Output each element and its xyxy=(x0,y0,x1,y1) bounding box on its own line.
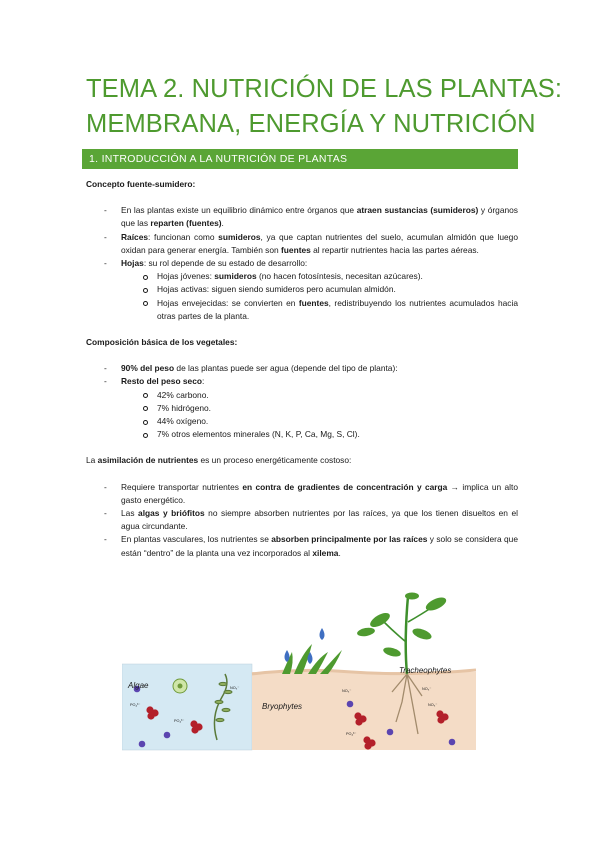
algae-water-panel xyxy=(122,664,252,750)
page-title xyxy=(86,72,586,142)
list-item: - Raíces: funcionan como sumideros, ya que captan nutrientes del suelo, acumulan almidón que luego oxidan para generar energía. También son fuentes al repartir nutrientes hacia las partes aéreas. xyxy=(86,231,518,257)
title-line-1: TEMA 2. NUTRICIÓN DE LAS PLANTAS: xyxy=(86,75,563,103)
section-banner: 1. INTRODUCCIÓN A LA NUTRICIÓN DE PLANTAS xyxy=(82,149,518,169)
list-item: - Las algas y briófitos no siempre absorben nutrientes por las raíces, ya que los tienen disueltos en el agua circundante. xyxy=(86,507,518,533)
ion-label-no3: NO₃⁻ xyxy=(422,687,432,691)
nutrition-illustration xyxy=(122,592,476,752)
sub-list-item: Hojas activas: siguen siendo sumideros pero acumulan almidón. xyxy=(121,283,518,296)
section-heading-source-sink: Concepto fuente-sumidero: xyxy=(86,179,196,189)
list-item: - 90% del peso de las plantas puede ser agua (depende del tipo de planta): xyxy=(86,362,518,375)
ion-label-no3: NO₃⁻ xyxy=(342,689,352,693)
list-item: - Requiere transportar nutrientes en contra de gradientes de concentración y carga → implica un alto gasto energético. xyxy=(86,481,518,507)
composition-list xyxy=(86,362,518,441)
assimilation-list xyxy=(86,481,518,560)
label-algae: Algae xyxy=(128,681,149,690)
source-sink-list xyxy=(86,204,518,323)
section-heading-assimilation: La asimilación de nutrientes es un proceso energéticamente costoso: xyxy=(86,455,352,466)
list-item: - Hojas: su rol depende de su estado de desarrollo: Hojas jóvenes: sumideros (no hacen fotosíntesis, necesitan azúcares). Hojas activas: siguen siendo sumideros pero acumulan almidón. Hojas envejecidas: se convierten en fuentes, redistribuyendo los nutrientes acumulados hacia otras partes de la planta. xyxy=(86,257,518,323)
document-body xyxy=(86,178,518,573)
sub-list-item: Hojas envejecidas: se convierten en fuentes, redistribuyendo los nutrientes acumulados hacia otras partes de la planta. xyxy=(121,297,518,323)
list-item: - En plantas vasculares, los nutrientes se absorben principalmente por las raíces y solo se considera que están “dentro” de la planta una vez incorporados al xilema. xyxy=(86,533,518,559)
list-item: - En las plantas existe un equilibrio dinámico entre órganos que atraen sustancias (sumideros) y órganos que las reparten (fuentes). xyxy=(86,204,518,230)
sub-list-item: 7% hidrógeno. xyxy=(121,402,518,415)
dry-weight-list xyxy=(121,389,518,442)
title-line-2: MEMBRANA, ENERGÍA Y NUTRICIÓN xyxy=(86,110,536,138)
sub-list-item: 44% oxígeno. xyxy=(121,415,518,428)
label-tracheophytes: Tracheophytes xyxy=(399,666,452,675)
ion-label-no3: NO₃⁻ xyxy=(230,686,240,690)
sub-list-item: 42% carbono. xyxy=(121,389,518,402)
ion-label-po4: PO₄³⁻ xyxy=(346,732,357,736)
label-bryophytes: Bryophytes xyxy=(262,702,303,711)
leaf-stage-list xyxy=(121,270,518,323)
sub-list-item: Hojas jóvenes: sumideros (no hacen fotosíntesis, necesitan azúcares). xyxy=(121,270,518,283)
ion-label-po4: PO₄³⁻ xyxy=(174,719,185,723)
ion-label-po4: PO₄³⁻ xyxy=(130,703,141,707)
list-item: - Resto del peso seco: 42% carbono. 7% hidrógeno. 44% oxígeno. 7% otros elementos minerales (N, K, P, Ca, Mg, S, Cl). xyxy=(86,375,518,441)
ion-label-no3: NO₃⁻ xyxy=(428,703,438,707)
section-heading-composition: Composición básica de los vegetales: xyxy=(86,337,238,348)
sub-list-item: 7% otros elementos minerales (N, K, P, Ca, Mg, S, Cl). xyxy=(121,428,518,441)
